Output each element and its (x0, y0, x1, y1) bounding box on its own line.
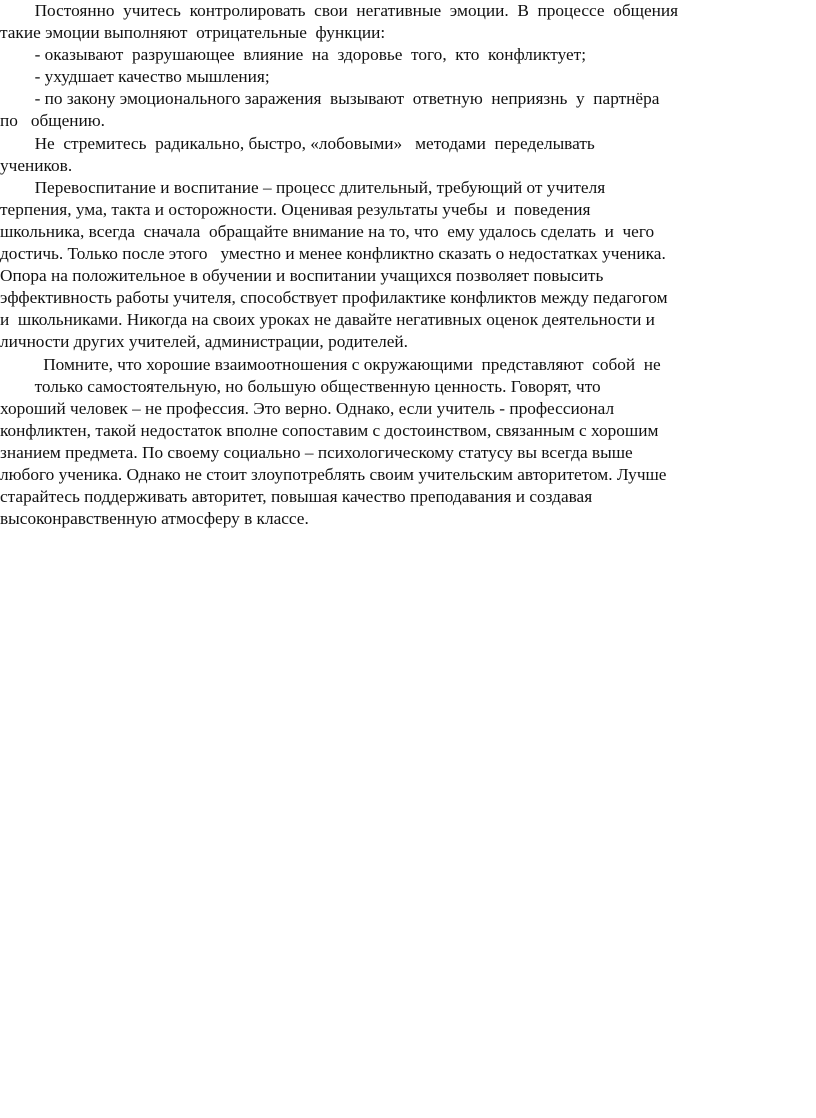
text-line: Не стремитесь радикально, быстро, «лобовыми» методами переделывать (0, 133, 595, 153)
text-line: по общению. (0, 111, 105, 131)
text-line: достичь. Только после этого уместно и менее конфликтно сказать о недостатках ученика. (0, 244, 666, 264)
text-line: и школьниками. Никогда на своих уроках не давайте негативных оценок деятельности и (0, 310, 655, 330)
text-line: - по закону эмоционального заражения вызывают ответную неприязнь у партнёра (0, 89, 660, 109)
document-body-text (0, 0, 816, 530)
text-line: такие эмоции выполняют отрицательные функции: (0, 23, 386, 43)
text-line: личности других учителей, администрации, родителей. (0, 332, 408, 352)
text-line: любого ученика. Однако не стоит злоупотреблять своим учительским авторитетом. Лучше (0, 464, 667, 484)
text-line: - оказывают разрушающее влияние на здоровье того, кто конфликтует; (0, 45, 587, 65)
text-line: высоконравственную атмосферу в классе. (0, 509, 309, 529)
text-line: Помните, что хорошие взаимоотношения с окружающими представляют собой не (0, 354, 661, 374)
text-line: Опора на положительное в обучении и воспитании учащихся позволяет повысить (0, 266, 604, 286)
text-line: - ухудшает качество мышления; (0, 67, 270, 87)
text-line: только самостоятельную, но большую общественную ценность. Говорят, что (0, 376, 601, 396)
text-line: Перевоспитание и воспитание – процесс длительный, требующий от учителя (0, 177, 606, 197)
text-line: эффективность работы учителя, способствует профилактике конфликтов между педагогом (0, 288, 668, 308)
text-line: старайтесь поддерживать авторитет, повышая качество преподавания и создавая (0, 487, 593, 507)
text-line: знанием предмета. По своему социально – психологическому статусу вы всегда выше (0, 442, 633, 462)
text-line: Постоянно учитесь контролировать свои негативные эмоции. В процессе общения (0, 1, 679, 20)
text-line: школьника, всегда сначала обращайте внимание на то, что ему удалось сделать и чего (0, 221, 655, 241)
text-line: учеников. (0, 155, 73, 175)
text-line: конфликтен, такой недостаток вполне сопоставим с достоинством, связанным с хорошим (0, 420, 659, 440)
text-line: терпения, ума, такта и осторожности. Оценивая результаты учебы и поведения (0, 199, 591, 219)
text-line: хороший человек – не профессия. Это верно. Однако, если учитель - профессионал (0, 398, 615, 418)
